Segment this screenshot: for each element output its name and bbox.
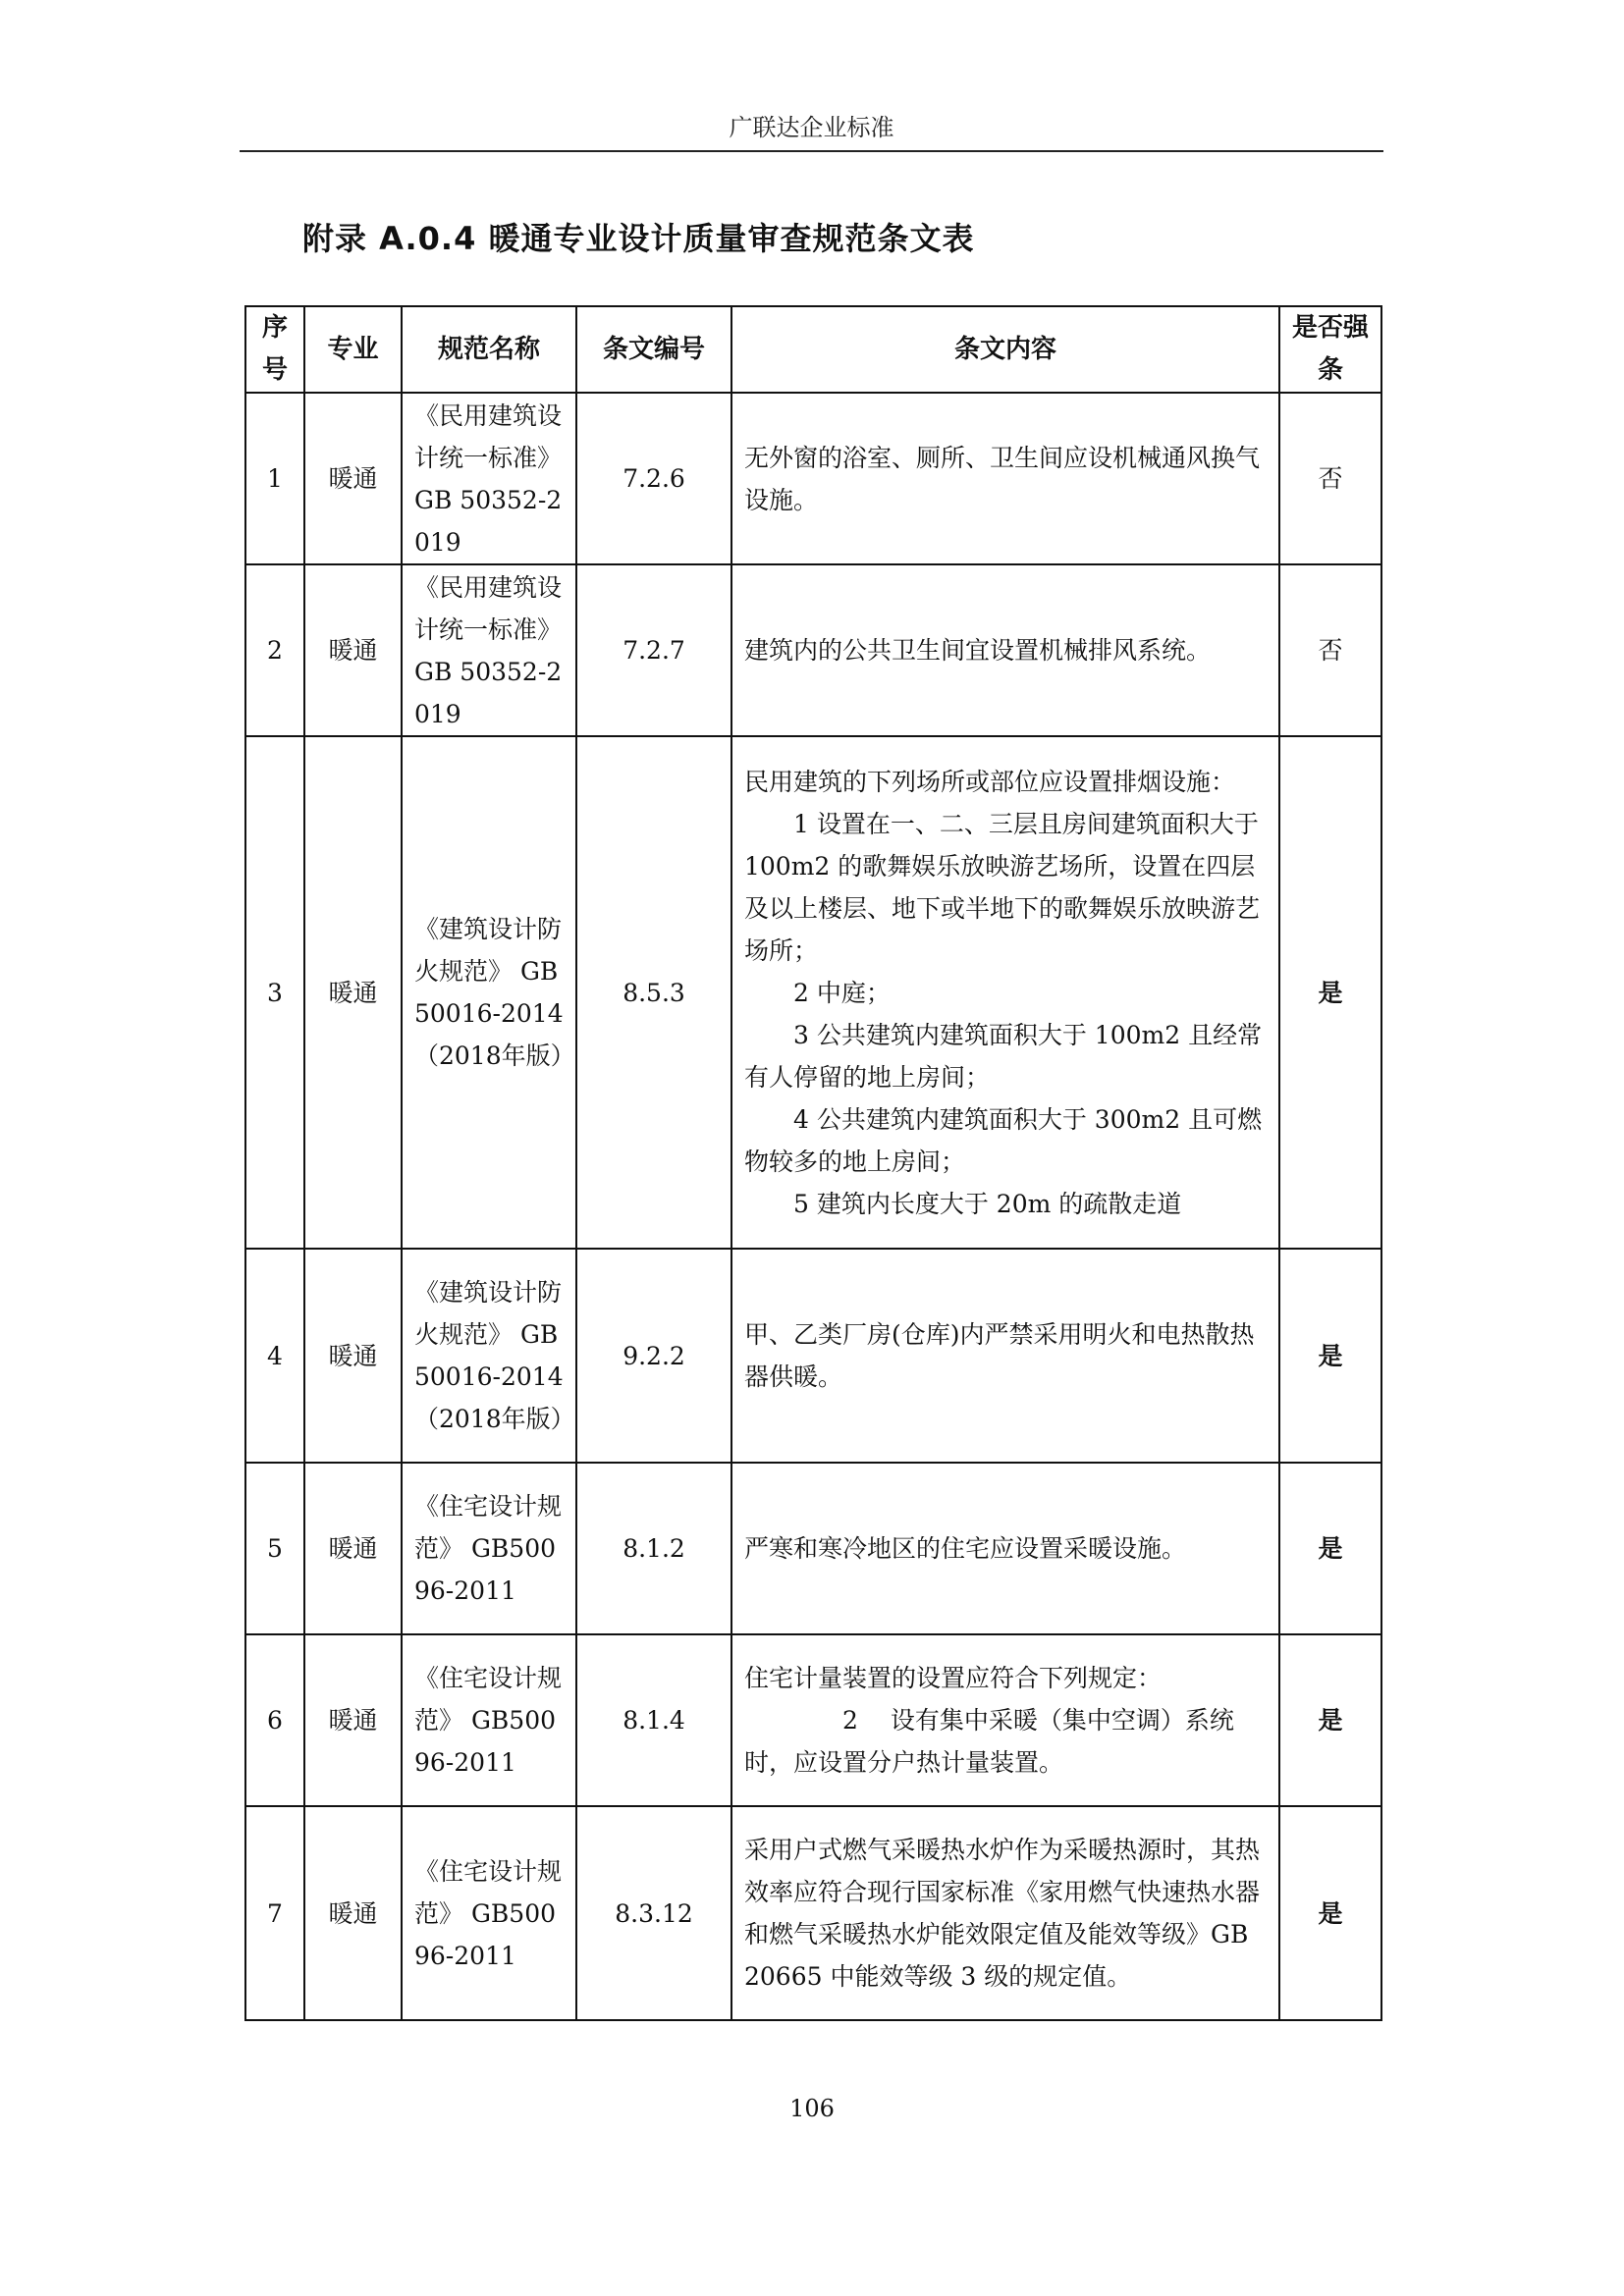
cell-seq: 1: [245, 393, 304, 564]
content-line: 住宅计量装置的设置应符合下列规定：: [744, 1664, 1163, 1692]
table-row: [245, 1634, 1381, 1806]
cell-clause-no: 8.5.3: [576, 736, 731, 1249]
content-line: 无外窗的浴室、厕所、卫生间应设机械通风换气设施。: [744, 443, 1261, 514]
content-line: 1 设置在一、二、三层且房间建筑面积大于 100m2 的歌舞娱乐放映游艺场所，设置在四层及以上楼层、地下或半地下的歌舞娱乐放映游艺场所；: [744, 809, 1261, 965]
content-line: 3 公共建筑内建筑面积大于 100m2 且经常有人停留的地上房间；: [744, 1020, 1263, 1092]
cell-content: [731, 1249, 1279, 1463]
cell-mandatory: 是: [1279, 1249, 1381, 1463]
document-header: 广联达企业标准: [729, 114, 894, 141]
cell-standard: 《建筑设计防火规范》 GB50016-2014（2018年版）: [402, 1249, 576, 1463]
page-number: 106: [789, 2095, 835, 2122]
cell-discipline: 暖通: [304, 1463, 402, 1634]
cell-content: [731, 564, 1279, 736]
cell-clause-no: 7.2.7: [576, 564, 731, 736]
table-row: [245, 736, 1381, 1249]
cell-clause-no: 8.3.12: [576, 1806, 731, 2020]
cell-seq: 5: [245, 1463, 304, 1634]
table-row: [245, 1249, 1381, 1463]
page-title: 附录 A.0.4 暖通专业设计质量审查规范条文表: [302, 220, 975, 257]
cell-content: [731, 1806, 1279, 2020]
cell-mandatory: 否: [1279, 393, 1381, 564]
header-mandatory: 是否强条: [1279, 306, 1381, 393]
cell-discipline: 暖通: [304, 1634, 402, 1806]
cell-seq: 3: [245, 736, 304, 1249]
cell-standard: 《建筑设计防火规范》 GB50016-2014（2018年版）: [402, 736, 576, 1249]
cell-content: [731, 1634, 1279, 1806]
cell-discipline: 暖通: [304, 736, 402, 1249]
cell-standard: 《住宅设计规范》 GB50096-2011: [402, 1463, 576, 1634]
header-seq: 序号: [245, 306, 304, 393]
cell-mandatory: 否: [1279, 564, 1381, 736]
cell-content: [731, 393, 1279, 564]
content-line: 严寒和寒冷地区的住宅应设置采暖设施。: [744, 1534, 1187, 1563]
table-header-row: [245, 306, 1381, 393]
header-rule: [240, 150, 1383, 152]
content-line: 甲、乙类厂房(仓库)内严禁采用明火和电热散热器供暖。: [744, 1320, 1255, 1391]
cell-mandatory: 是: [1279, 1806, 1381, 2020]
table-row: [245, 1806, 1381, 2020]
cell-standard: 《住宅设计规范》 GB50096-2011: [402, 1806, 576, 2020]
content-line: 2 中庭；: [793, 978, 891, 1007]
cell-discipline: 暖通: [304, 1806, 402, 2020]
header-clause-no: 条文编号: [576, 306, 731, 393]
header-content: 条文内容: [731, 306, 1279, 393]
content-line: 建筑内的公共卫生间宜设置机械排风系统。: [744, 636, 1212, 665]
cell-clause-no: 7.2.6: [576, 393, 731, 564]
cell-clause-no: 8.1.4: [576, 1634, 731, 1806]
cell-standard: 《民用建筑设计统一标准》 GB 50352-2019: [402, 564, 576, 736]
cell-mandatory: 是: [1279, 736, 1381, 1249]
cell-content: [731, 736, 1279, 1249]
content-line: 采用户式燃气采暖热水炉作为采暖热源时，其热效率应符合现行国家标准《家用燃气快速热水器和燃气采暖热水炉能效限定值及能效等级》GB 20665 中能效等级 3 级的规定值。: [744, 1836, 1273, 1991]
header-standard: 规范名称: [402, 306, 576, 393]
content-line: 4 公共建筑内建筑面积大于 300m2 且可燃物较多的地上房间；: [744, 1104, 1263, 1176]
cell-mandatory: 是: [1279, 1634, 1381, 1806]
cell-seq: 7: [245, 1806, 304, 2020]
spec-table: [244, 305, 1382, 2021]
cell-discipline: 暖通: [304, 1249, 402, 1463]
table-row: [245, 1463, 1381, 1634]
cell-standard: 《住宅设计规范》 GB50096-2011: [402, 1634, 576, 1806]
table-row: [245, 564, 1381, 736]
cell-clause-no: 8.1.2: [576, 1463, 731, 1634]
cell-content: [731, 1463, 1279, 1634]
header-discipline: 专业: [304, 306, 402, 393]
cell-seq: 2: [245, 564, 304, 736]
content-line: 5 建筑内长度大于 20m 的疏散走道: [793, 1189, 1182, 1218]
content-line: 2 设有集中采暖（集中空调）系统时，应设置分户热计量装置。: [744, 1706, 1234, 1777]
cell-standard: 《民用建筑设计统一标准》 GB 50352-2019: [402, 393, 576, 564]
cell-clause-no: 9.2.2: [576, 1249, 731, 1463]
content-line: 民用建筑的下列场所或部位应设置排烟设施：: [744, 767, 1236, 796]
cell-discipline: 暖通: [304, 564, 402, 736]
table-row: [245, 393, 1381, 564]
cell-seq: 4: [245, 1249, 304, 1463]
cell-mandatory: 是: [1279, 1463, 1381, 1634]
cell-discipline: 暖通: [304, 393, 402, 564]
cell-seq: 6: [245, 1634, 304, 1806]
